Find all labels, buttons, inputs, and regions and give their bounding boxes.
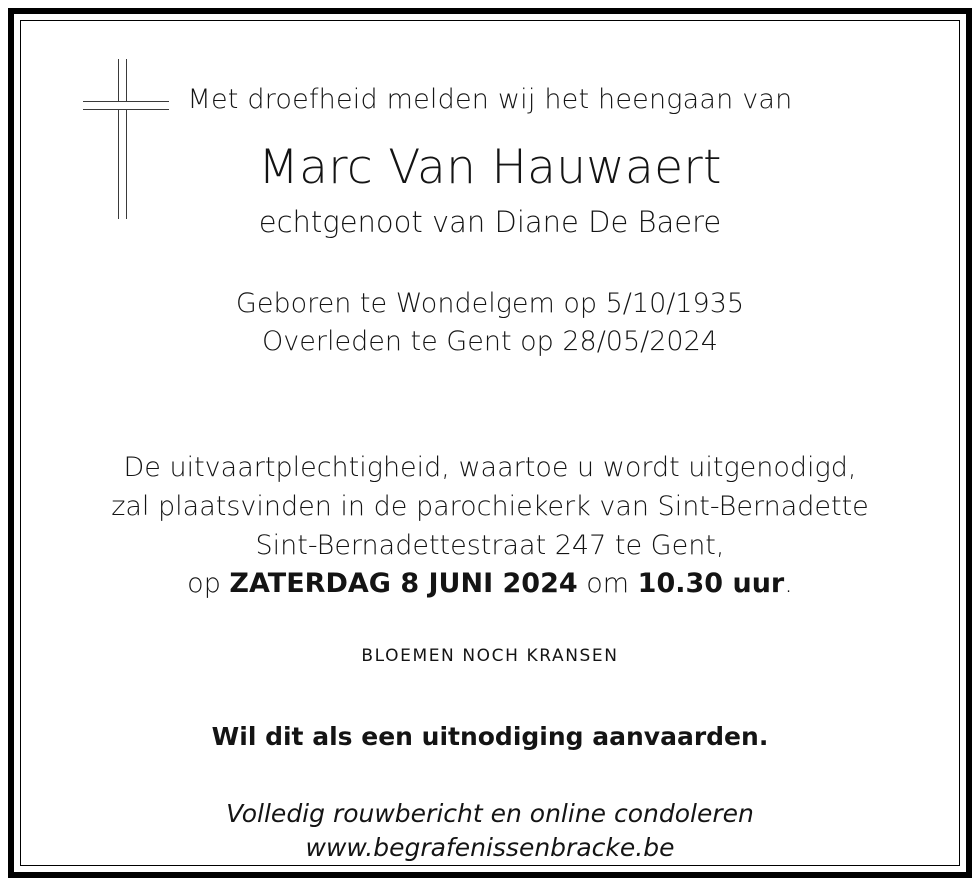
ceremony-date: ZATERDAG 8 JUNI 2024	[229, 568, 578, 600]
ceremony-suffix: .	[784, 568, 793, 600]
intro-text	[21, 83, 959, 117]
deceased-name	[21, 139, 959, 198]
death-line: Overleden te Gent op 28/05/2024	[262, 325, 718, 357]
ceremony-mid: om	[577, 568, 638, 600]
ceremony-line-4	[21, 567, 959, 601]
flowers-note	[21, 646, 959, 667]
invitation-note	[21, 721, 959, 752]
birth-death-dates	[21, 287, 959, 359]
deceased-name-line: Marc Van Hauwaert	[258, 140, 722, 195]
ceremony-line-3: Sint-Bernadettestraat 247 te Gent,	[255, 529, 725, 561]
ceremony-details	[21, 451, 959, 601]
death-notice-inner-border	[20, 20, 960, 866]
intro-line: Met droefheid melden wij het heengaan van	[187, 84, 793, 115]
footer-website[interactable]: www.begrafenissenbracke.be	[305, 833, 675, 863]
footer-line-1: Volledig rouwbericht en online condoleren	[226, 799, 754, 828]
spouse-line: echtgenoot van Diane De Baere	[258, 205, 722, 239]
ceremony-prefix: op	[187, 568, 230, 600]
footer-note	[21, 798, 959, 864]
ceremony-line-1: De uitvaartplechtigheid, waartoe u wordt uitgenodigd,	[123, 452, 857, 483]
death-notice-card	[8, 8, 972, 878]
ceremony-time: 10.30 uur	[637, 568, 785, 600]
birth-line: Geboren te Wondelgem op 5/10/1935	[235, 288, 745, 319]
invitation-line: Wil dit als een uitnodiging aanvaarden.	[211, 722, 769, 751]
death-notice-content	[21, 21, 959, 865]
spouse-text	[21, 204, 959, 240]
flowers-line: BLOEMEN NOCH KRANSEN	[361, 646, 619, 666]
ceremony-line-2: zal plaatsvinden in de parochiekerk van Sint-Bernadette	[111, 490, 869, 522]
